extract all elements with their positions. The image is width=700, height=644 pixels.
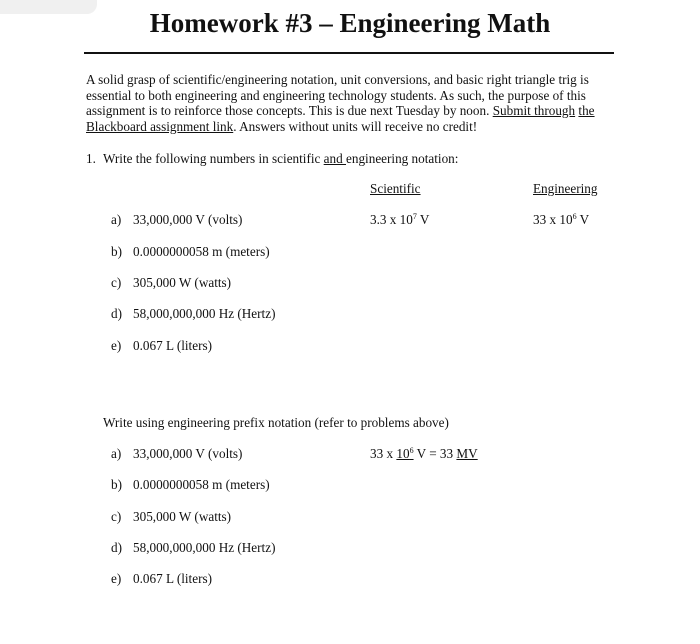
- q1-item-b-label: b): [111, 244, 122, 259]
- q2-item-d-text: 58,000,000,000 Hz (Hertz): [133, 540, 276, 555]
- q1-item-c-label: c): [111, 275, 122, 290]
- q1-prompt: [103, 151, 458, 167]
- q1-number: 1.: [86, 151, 96, 166]
- q1-item-d-label: d): [111, 306, 122, 321]
- q1-item-b-text: 0.0000000058 m (meters): [133, 244, 270, 259]
- col-header-scientific: Scientific: [370, 181, 421, 196]
- submit-link-part2[interactable]: the Blackboard assignment link: [86, 103, 595, 134]
- q1-prompt-a: Write the following numbers in scientific: [103, 151, 324, 166]
- q1-item-e-text: 0.067 L (liters): [133, 338, 212, 353]
- q2-item-e-text: 0.067 L (liters): [133, 571, 212, 586]
- q2-prompt: Write using engineering prefix notation (refer to problems above): [103, 415, 449, 430]
- intro-text: A solid grasp of scientific/engineering notation, unit conversions, and basic right triangle trig is essential to both engineering and engineering technology students. As such, the purpose of this assignment is to reinforce those concepts. This is due next Tuesday by noon.: [86, 72, 589, 118]
- q1-item-a-text: 33,000,000 V (volts): [133, 212, 243, 227]
- prefix-ans-b: [396, 446, 413, 461]
- intro-tail: . Answers without units will receive no credit!: [233, 118, 478, 134]
- q2-item-a-label: a): [111, 446, 122, 461]
- prefix-ans-exponent: 6: [409, 446, 414, 455]
- sci-exponent: 7: [412, 212, 417, 221]
- eng-base: 33 x 10: [533, 212, 573, 227]
- q2-a-answer: [370, 446, 478, 462]
- q1-a-scientific-answer: [370, 212, 429, 228]
- q2-item-e-label: e): [111, 571, 122, 586]
- sci-base: 3.3 x 10: [370, 212, 413, 227]
- sci-unit: V: [416, 212, 430, 227]
- prefix-ans-unit: MV: [456, 446, 478, 461]
- q1-item-a-label: a): [111, 212, 122, 227]
- q1-item-d-text: 58,000,000,000 Hz (Hertz): [133, 306, 276, 321]
- q1-prompt-c: engineering notation:: [346, 151, 459, 166]
- q1-prompt-and: and: [323, 151, 347, 166]
- page-title: Homework #3 – Engineering Math: [149, 8, 551, 38]
- q2-item-b-text: 0.0000000058 m (meters): [133, 477, 270, 492]
- intro-paragraph: [86, 72, 608, 134]
- eng-exponent: 6: [572, 212, 577, 221]
- q1-item-e-label: e): [111, 338, 122, 353]
- q2-item-c-text: 305,000 W (watts): [133, 509, 232, 524]
- q1-a-engineering-answer: [533, 212, 589, 228]
- eng-unit: V: [576, 212, 590, 227]
- q2-item-c-label: c): [111, 509, 122, 524]
- q2-item-d-label: d): [111, 540, 122, 555]
- title-divider: [84, 52, 614, 54]
- prefix-ans-c: V = 33: [413, 446, 457, 461]
- q2-item-a-text: 33,000,000 V (volts): [133, 446, 243, 461]
- prefix-ans-a: 33 x: [370, 446, 397, 461]
- col-header-engineering: Engineering: [533, 181, 598, 196]
- q1-item-c-text: 305,000 W (watts): [133, 275, 232, 290]
- q2-item-b-label: b): [111, 477, 122, 492]
- prefix-ans-base: 10: [396, 446, 410, 461]
- submit-link-part1[interactable]: Submit through: [492, 103, 576, 118]
